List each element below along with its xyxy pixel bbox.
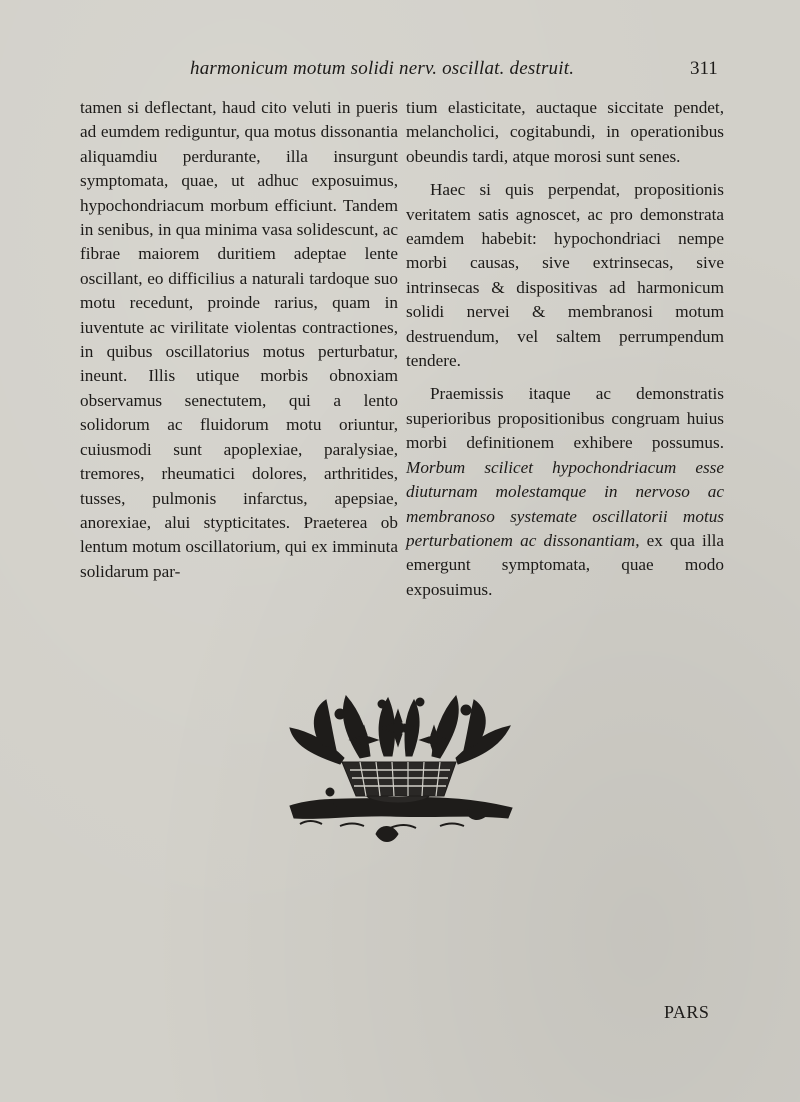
paragraph-continuation: tium elasticitate, auctaque siccitate pendet, melancholici, cogitabundi, in operationibus obeundis tardi, atque morosi sunt senes. [406,98,724,166]
paragraph-haec: Haec si quis perpendat, propositionis veritatem satis agnoscet, ac pro demonstrata eamdem habebit: hypochondriaci nempe morbi causas, sive extrinsecas, sive intrinsecas & dispositivas ad harmonicum solidi nervei & membranosi motum destruendum, vel saltem perrumpendum tendere. [406,180,724,371]
paragraph-definition [406,382,724,602]
running-title: harmonicum motum solidi nerv. oscillat. destruit. [190,58,575,79]
right-column [406,96,724,602]
definition-intro: Praemissis itaque ac demonstratis superioribus propositionibus congruam huius morbi definitionem exhibere possumus. [406,384,724,453]
page-number: 311 [690,58,718,79]
flower-basket-woodcut-icon [280,684,520,868]
left-column [80,96,398,584]
definition-italic: Morbum scilicet hypochondriacum esse diuturnam molestamque in nervoso ac membranoso systemate oscillatorii motus perturbationem ac dissonantiam [406,457,724,550]
catchword: PARS [664,1002,710,1022]
left-column-text: tamen si deflectant, haud cito veluti in pueris ad eumdem rediguntur, qua motus dissonantia aliquamdiu perdurante, illa insurgunt symptomata, quae, ut adhuc exposuimus, hypochondriacum morbum efficiunt. Tandem in senibus, in qua minima vasa solidescunt, ac fibrae maiorem duritiem adeptae lente oscillant, eo difficilius a naturali tardoque suo motu recedunt, proinde rarius, quam in iuventute ac virilitate violentas contractiones, in quibus oscillatorius motus perturbatur, ineunt. Illis utique morbis obnoxiam observamus senectutem, qui a lento solidorum ac fluidorum motu oriuntur, cuiusmodi sunt apoplexiae, paralysiae, tremores, rheumatici dolores, arthritides, tusses, pulmonis infarctus, apepsiae, anorexiae, alui stypticitates. Praeterea ob lentum motum oscillatorium, qui ex imminuta solidarum par- [80,98,398,581]
definition-outro: , ex qua illa emergunt symptomata, quae modo exposuimus. [406,530,724,599]
